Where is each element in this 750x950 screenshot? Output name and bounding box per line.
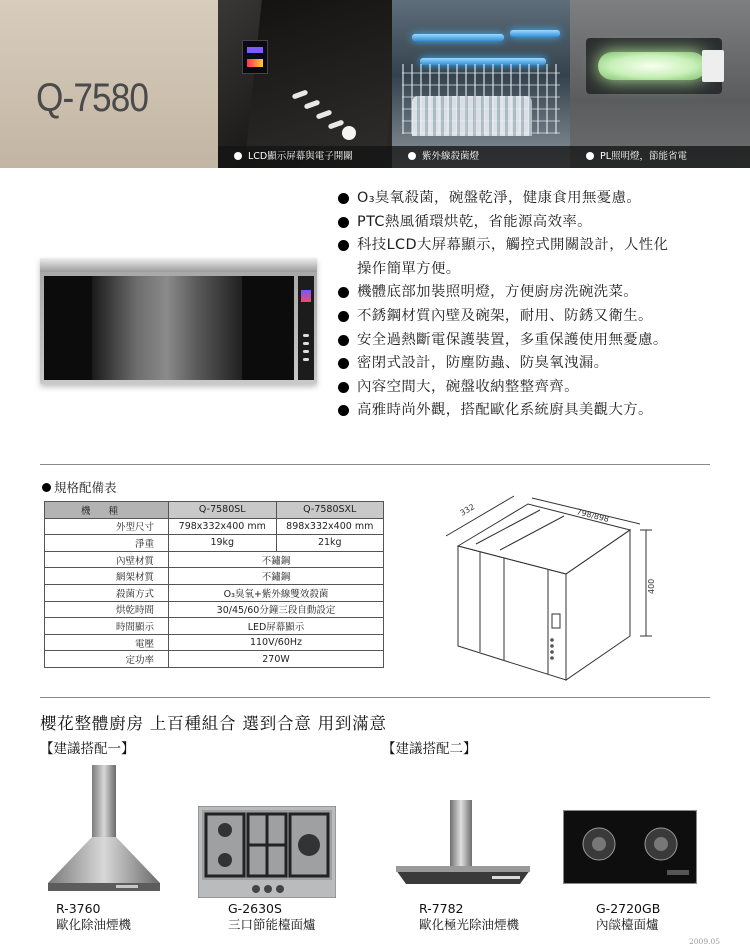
combo-title: 櫻花整體廚房 上百種組合 選到合意 用到滿意	[40, 714, 387, 733]
photo-caption: 紫外線殺菌燈	[392, 146, 570, 168]
spec-label: 電壓	[45, 634, 169, 651]
header-banner	[0, 0, 750, 168]
footer-date: 2009.05	[689, 937, 721, 946]
feature-item: 科技LCD大屏幕顯示，觸控式開關設計，人性化	[336, 234, 736, 258]
knob-icon	[252, 885, 260, 893]
spec-row	[45, 551, 384, 568]
spec-value: 798x332x400 mm	[169, 518, 277, 535]
burner-cap-icon	[592, 837, 606, 851]
depth-label: 332	[458, 502, 477, 518]
feature-item: 密閉式設計，防塵防蟲、防臭氧洩漏。	[336, 352, 736, 376]
range-hood-r7782-image	[392, 800, 534, 896]
product-code: G-2720GB	[596, 901, 661, 916]
control-panel-illustration	[246, 0, 392, 150]
combo-label-1: 【建議搭配一】	[40, 741, 135, 757]
hood-chimney	[450, 800, 472, 866]
product-top-edge	[40, 258, 317, 272]
spec-row	[45, 584, 384, 601]
feature-item-continued: 操作簡單方便。	[357, 260, 461, 277]
feature-item: 安全過熱斷電保護裝置，多重保護使用無憂慮。	[336, 329, 736, 353]
width-label: 798/898	[575, 507, 610, 524]
spec-row	[45, 518, 384, 535]
spec-value: 19kg	[169, 535, 277, 552]
plates-illustration	[412, 96, 532, 136]
knob-icon	[264, 885, 272, 893]
drawing-button-dot	[550, 650, 554, 654]
spec-value: 30/45/60分鐘三段自動設定	[169, 601, 384, 618]
spec-value: 110V/60Hz	[169, 634, 384, 651]
spec-value: 不鏽鋼	[169, 568, 384, 585]
spec-row	[45, 535, 384, 552]
spec-row	[45, 618, 384, 635]
spec-table	[44, 501, 384, 668]
uv-lamp-photo	[392, 0, 570, 168]
hood-canopy	[48, 837, 160, 883]
drawing-button-dot	[550, 656, 554, 660]
spec-value: LED屏幕顯示	[169, 618, 384, 635]
hood-controls	[116, 885, 138, 888]
feature-item: PTC熱風循環烘乾，省能源高效率。	[336, 211, 736, 235]
photo-caption: PL照明燈，節能省電	[570, 146, 750, 168]
bullet-icon	[42, 483, 51, 492]
section-divider	[40, 464, 710, 465]
drawing-side-face	[566, 530, 630, 680]
product-button-icon	[303, 334, 309, 337]
burner-icon	[298, 834, 320, 856]
bullet-icon	[234, 152, 242, 160]
pl-lamp-icon	[598, 52, 706, 80]
spec-value: O₃臭氧+紫外線雙效殺菌	[169, 584, 384, 601]
product-button-icon	[303, 342, 309, 345]
product-control-strip	[298, 276, 314, 380]
spec-label: 外型尺寸	[45, 518, 169, 535]
product-lcd-icon	[301, 290, 311, 302]
range-hood-r3760-image	[44, 765, 164, 897]
gas-hob-g2720gb-image	[563, 810, 697, 884]
spec-row	[45, 601, 384, 618]
hood-controls	[492, 876, 520, 879]
burner-icon	[218, 823, 232, 837]
section-divider	[40, 697, 710, 698]
spec-label: 時間顯示	[45, 618, 169, 635]
dish-dryer-product-image	[40, 258, 317, 384]
bullet-icon	[586, 152, 594, 160]
product-name: 三口節能檯面爐	[228, 917, 316, 932]
depth-dimension-line	[446, 496, 514, 536]
model-title-panel	[0, 0, 218, 168]
product-name: 歐化極光除油煙機	[419, 917, 520, 932]
drawing-front-face	[458, 546, 566, 680]
drawing-lcd	[552, 614, 560, 628]
spec-value: 898x332x400 mm	[276, 518, 384, 535]
lcd-control-photo	[218, 0, 392, 168]
feature-item: 內容空間大，碗盤收納整整齊齊。	[336, 376, 736, 400]
feature-list	[336, 187, 736, 423]
uv-lamp-icon	[510, 30, 560, 37]
feature-item: 不銹鋼材質內壁及碗架，耐用、防銹又衛生。	[336, 305, 736, 329]
dimension-drawing	[440, 494, 662, 684]
product-caption	[228, 901, 316, 933]
spec-value: 不鏽鋼	[169, 551, 384, 568]
height-label: 400	[647, 578, 656, 594]
bullet-icon	[408, 152, 416, 160]
spec-header-model: Q-7580SXL	[276, 502, 384, 519]
burner-cap-icon	[654, 837, 668, 851]
product-button-icon	[303, 350, 309, 353]
hood-top-edge	[396, 866, 530, 872]
hood-chimney	[92, 765, 116, 837]
power-button-icon	[342, 126, 356, 140]
spec-header-model: Q-7580SL	[169, 502, 277, 519]
lamp-socket-icon	[702, 50, 724, 82]
spec-label: 烘乾時間	[45, 601, 169, 618]
drawing-rail	[476, 510, 540, 544]
spec-row	[45, 568, 384, 585]
combo-label-2: 【建議搭配二】	[382, 741, 477, 757]
photo-caption: LCD顯示屏幕與電子開關	[218, 146, 392, 168]
knob-icon	[276, 885, 284, 893]
pl-lamp-photo	[570, 0, 750, 168]
product-name: 內燄檯面爐	[596, 917, 659, 932]
product-code: R-7782	[419, 901, 464, 916]
spec-label: 殺菌方式	[45, 584, 169, 601]
spec-value: 21kg	[276, 535, 384, 552]
spec-header-label: 機種	[45, 502, 169, 519]
feature-item: 機體底部加裝照明燈，方便廚房洗碗洗菜。	[336, 281, 736, 305]
spec-label: 淨重	[45, 535, 169, 552]
spec-row	[45, 634, 384, 651]
spec-row	[45, 651, 384, 668]
product-caption	[419, 901, 519, 933]
feature-item: 高雅時尚外觀，搭配歐化系統廚具美觀大方。	[336, 399, 736, 423]
drawing-button-dot	[550, 644, 554, 648]
uv-lamp-icon	[412, 34, 504, 41]
hob-controls	[667, 870, 689, 875]
model-title: Q-7580	[36, 76, 149, 120]
feature-item: O₃臭氧殺菌，碗盤乾淨，健康食用無憂慮。	[336, 187, 736, 211]
product-caption	[56, 901, 131, 933]
product-glass-reflection	[92, 276, 242, 380]
spec-header-row	[45, 502, 384, 519]
burner-icon	[218, 853, 232, 867]
product-code: G-2630S	[228, 901, 282, 916]
drawing-rail	[500, 516, 564, 550]
spec-value: 270W	[169, 651, 384, 668]
hood-rim	[48, 883, 160, 891]
lcd-screen-icon	[242, 40, 268, 74]
product-name: 歐化除油煙機	[56, 917, 132, 932]
product-caption	[596, 901, 660, 933]
spec-title: 規格配備表	[42, 478, 117, 496]
spec-label: 網架材質	[45, 568, 169, 585]
spec-label: 定功率	[45, 651, 169, 668]
gas-hob-g2630s-image	[198, 806, 336, 898]
product-code: R-3760	[56, 901, 101, 916]
spec-label: 內壁材質	[45, 551, 169, 568]
drawing-button-dot	[550, 638, 554, 642]
product-button-icon	[303, 358, 309, 361]
